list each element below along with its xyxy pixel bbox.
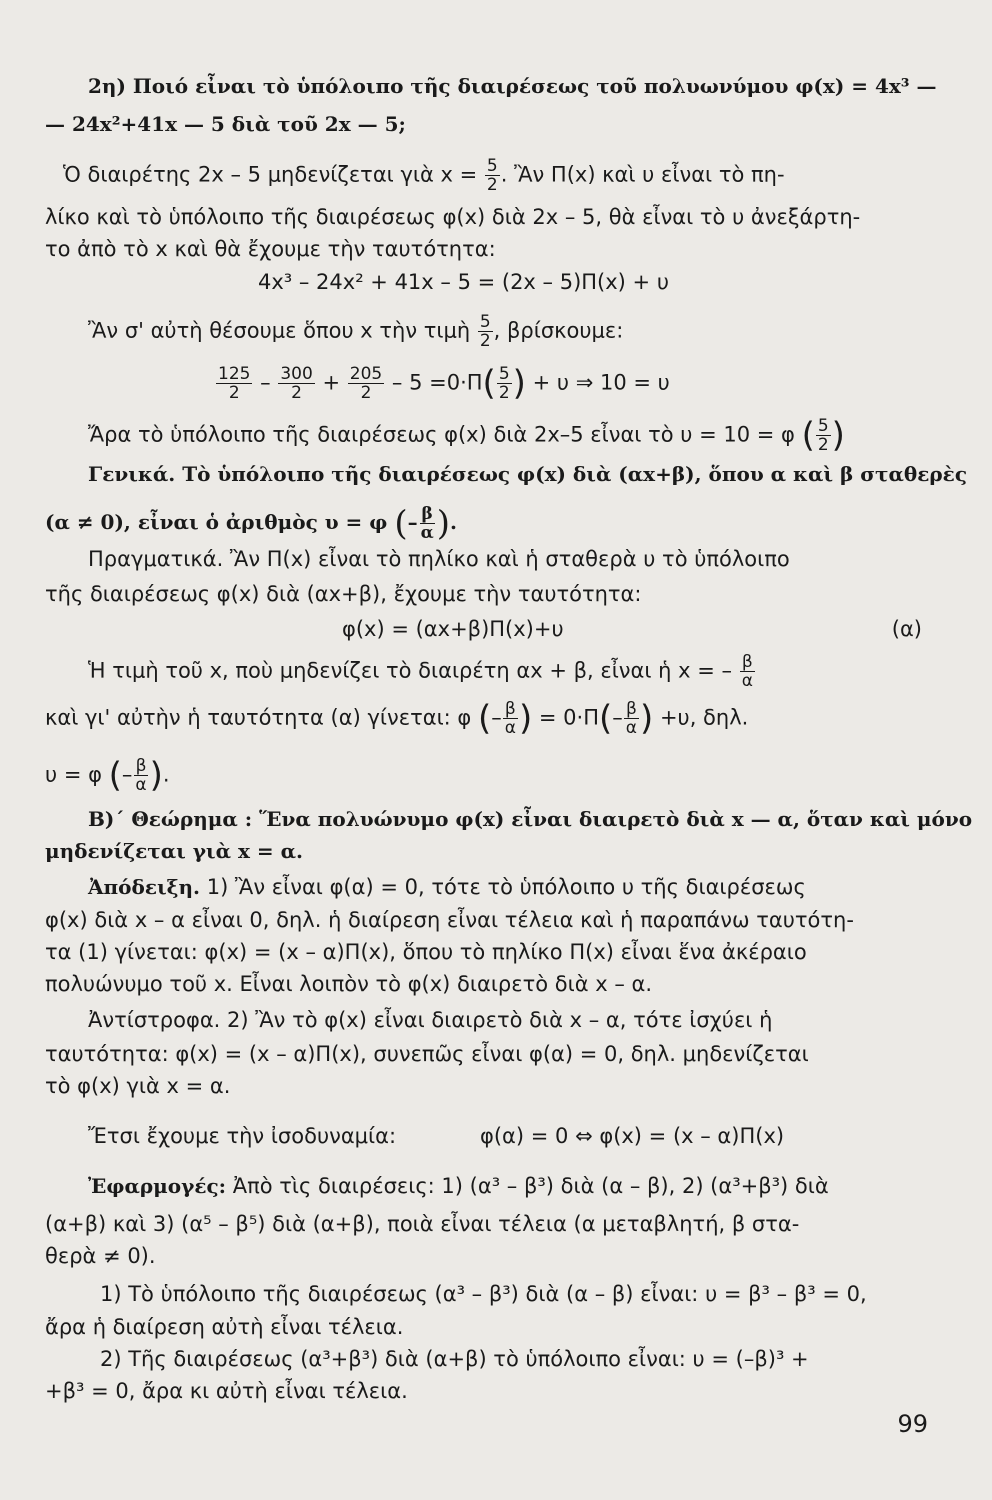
identity-equation: φ(x) = (αx+β)Π(x)+υ bbox=[342, 617, 564, 641]
text-line: τῆς διαιρέσεως φ(x) διὰ (αx+β), ἔχουμε τὴν ταυτότητα: bbox=[45, 582, 642, 606]
equivalence-label: Ἔτσι ἔχουμε τὴν ἰσοδυναμία: bbox=[88, 1124, 397, 1148]
text-line: υ = φ (– $\frac{\beta}{\alpha}$ ). bbox=[45, 755, 170, 796]
text-line: Ἐφαρμογές: Ἀπὸ τὶς διαιρέσεις: 1) (α³ – β³) διὰ (α – β), 2) (α³+β³) διὰ bbox=[88, 1174, 829, 1198]
text-line: 2) Τῆς διαιρέσεως (α³+β³) διὰ (α+β) τὸ ὑπόλοιπο εἶναι: υ = (–β)³ + bbox=[100, 1347, 809, 1371]
text-line: Ἂν σ' αὐτὴ θέσουμε ὅπου x τὴν τιμὴ $\frac{5}{2}$ , βρίσκουμε: bbox=[88, 312, 624, 351]
text-line: το ἀπὸ τὸ x καὶ θὰ ἔχουμε τὴν ταυτότητα: bbox=[45, 237, 496, 261]
text-line: (α+β) καὶ 3) (α⁵ – β⁵) διὰ (α+β), ποιὰ εἶναι τέλεια (α μεταβλητή, β στα- bbox=[45, 1212, 800, 1236]
text-line: ταυτότητα: φ(x) = (x – α)Π(x), συνεπῶς εἶναι φ(α) = 0, δηλ. μηδενίζεται bbox=[45, 1042, 809, 1066]
page-number: 99 bbox=[897, 1410, 928, 1438]
fraction: $\frac{5}{2}$ bbox=[479, 312, 491, 351]
text-line: θερὰ ≠ 0). bbox=[45, 1244, 156, 1268]
equivalence-formula: φ(α) = 0 ⇔ φ(x) = (x – α)Π(x) bbox=[480, 1124, 785, 1148]
text-line: +β³ = 0, ἄρα κι αὐτὴ εἶναι τέλεια. bbox=[45, 1379, 408, 1403]
general-statement-line-2: (α ≠ 0), εἶναι ὁ ἀριθμὸς υ = φ (– $\frac{\beta}{\alpha}$ ). bbox=[45, 503, 457, 544]
text-line: καὶ γι' αὐτὴν ἡ ταυτότητα (α) γίνεται: φ (– $\frac{\beta}{\alpha}$ ) = 0·Π(– $\frac{\beta}{\alpha}$ ) +υ, δηλ. bbox=[45, 698, 749, 739]
text-line: Ἡ τιμὴ τοῦ x, ποὺ μηδενίζει τὸ διαιρέτη αx + β, εἶναι ἡ x = – $\frac{\beta}{\alpha}$ bbox=[88, 652, 753, 691]
exercise-heading-line-1: 2η) Ποιό εἶναι τὸ ὑπόλοιπο τῆς διαιρέσεως τοῦ πολυωνύμου φ(x) = 4x³ — bbox=[88, 74, 937, 98]
text-line: πολυώνυμο τοῦ x. Εἶναι λοιπὸν τὸ φ(x) διαιρετὸ διὰ x – α. bbox=[45, 972, 653, 996]
fraction: $\frac{5}{2}$ bbox=[486, 156, 498, 195]
exercise-heading-line-2: — 24x²+41x — 5 διὰ τοῦ 2x — 5; bbox=[45, 112, 406, 136]
text-line: Ἀπόδειξη. 1) Ἂν εἶναι φ(α) = 0, τότε τὸ ὑπόλοιπο υ τῆς διαιρέσεως bbox=[88, 875, 806, 899]
text-line: λίκο καὶ τὸ ὑπόλοιπο τῆς διαιρέσεως φ(x) διὰ 2x – 5, θὰ εἶναι τὸ υ ἀνεξάρτη- bbox=[45, 205, 861, 229]
theorem-line-1: B)΄ Θεώρημα : Ἕνα πολυώνυμο φ(x) εἶναι διαιρετὸ διὰ x — α, ὅταν καὶ μόνο bbox=[88, 807, 973, 831]
text-line: Ἄρα τὸ ὑπόλοιπο τῆς διαιρέσεως φ(x) διὰ 2x–5 εἶναι τὸ υ = 10 = φ ( $\frac{5}{2}$ ) bbox=[88, 415, 845, 456]
text-line: φ(x) διὰ x – α εἶναι 0, δηλ. ἡ διαίρεση εἶναι τέλεια καὶ ἡ παραπάνω ταυτότη- bbox=[45, 908, 854, 932]
text-line: ἄρα ἡ διαίρεση αὐτὴ εἶναι τέλεια. bbox=[45, 1315, 404, 1339]
text-line: τα (1) γίνεται: φ(x) = (x – α)Π(x), ὅπου τὸ πηλίκο Π(x) εἶναι ἕνα ἀκέραιο bbox=[45, 940, 807, 964]
text-line: Ὁ διαιρέτης 2x – 5 μηδενίζεται γιὰ x = $\frac{5}{2}$ . Ἂν Π(x) καὶ υ εἶναι τὸ πη- bbox=[63, 156, 785, 195]
text-line: Πραγματικά. Ἂν Π(x) εἶναι τὸ πηλίκο καὶ ἡ σταθερὰ υ τὸ ὑπόλοιπο bbox=[88, 547, 790, 571]
general-statement-line-1: Γενικά. Τὸ ὑπόλοιπο τῆς διαιρέσεως φ(x) διὰ (αx+β), ὅπου α καὶ β σταθερὲς bbox=[88, 462, 968, 486]
theorem-line-2: μηδενίζεται γιὰ x = α. bbox=[45, 839, 303, 863]
text-line: 1) Τὸ ὑπόλοιπο τῆς διαιρέσεως (α³ – β³) διὰ (α – β) εἶναι: υ = β³ – β³ = 0, bbox=[100, 1282, 867, 1306]
identity-equation: 4x³ – 24x² + 41x – 5 = (2x – 5)Π(x) + υ bbox=[258, 270, 669, 294]
text-line: Ἀντίστροφα. 2) Ἂν τὸ φ(x) εἶναι διαιρετὸ διὰ x – α, τότε ἰσχύει ἡ bbox=[88, 1008, 773, 1032]
calculation-equation: $\frac{125}{2}$ – $\frac{300}{2}$ + $\frac{205}{2}$ – 5 =0·Π( $\frac{5}{2}$ ) + υ ⇒ 10 = υ bbox=[218, 363, 670, 404]
equation-tag: (α) bbox=[891, 617, 922, 641]
text-line: τὸ φ(x) γιὰ x = α. bbox=[45, 1074, 231, 1098]
